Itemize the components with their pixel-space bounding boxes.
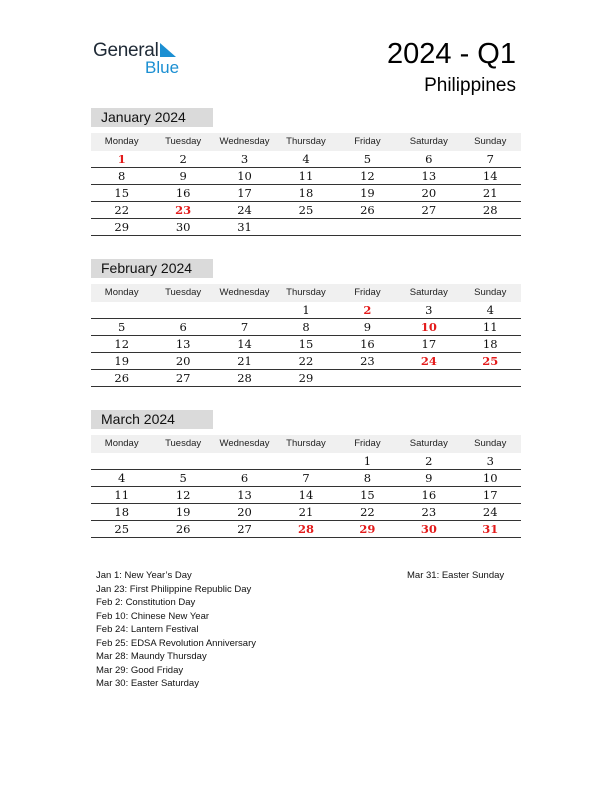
weekday-header-row <box>91 284 521 302</box>
day-cell: 25 <box>482 354 499 368</box>
day-cell <box>398 370 459 386</box>
week-row <box>91 202 521 219</box>
weekday-label: Monday <box>104 287 139 298</box>
day-cell: 6 <box>425 152 433 166</box>
month-label: January 2024 <box>91 108 213 127</box>
day-cell: 22 <box>114 203 130 217</box>
day-cell: 29 <box>114 220 130 234</box>
holiday-note: Jan 1: New Year’s Day <box>96 570 192 581</box>
day-cell: 25 <box>298 203 314 217</box>
day-cell: 16 <box>421 488 437 502</box>
day-cell: 5 <box>363 152 372 166</box>
day-cell: 2 <box>425 454 433 468</box>
day-cell: 17 <box>421 337 437 351</box>
day-cell: 5 <box>179 471 187 485</box>
logo-triangle-icon <box>160 43 176 57</box>
day-cell <box>214 453 275 469</box>
day-cell: 29 <box>298 371 314 385</box>
day-cell: 10 <box>420 320 437 334</box>
day-cell <box>460 219 521 235</box>
month-label: March 2024 <box>91 410 213 429</box>
week-row <box>91 151 521 168</box>
weekday-label: Thursday <box>286 136 326 147</box>
day-cell <box>460 370 521 386</box>
day-cell: 7 <box>302 471 310 485</box>
logo-general-text: General <box>93 40 159 61</box>
day-cell <box>275 219 336 235</box>
day-cell: 21 <box>298 505 314 519</box>
day-cell: 7 <box>240 320 249 334</box>
month-label: February 2024 <box>91 259 213 278</box>
day-cell: 14 <box>298 488 314 502</box>
day-cell: 12 <box>360 169 375 183</box>
day-cell: 21 <box>237 354 252 368</box>
day-cell: 15 <box>298 337 314 351</box>
week-row <box>91 370 521 387</box>
day-cell <box>337 219 398 235</box>
day-cell: 7 <box>486 152 494 166</box>
day-cell: 3 <box>425 303 433 317</box>
day-cell: 8 <box>118 169 126 183</box>
holiday-note: Feb 2: Constitution Day <box>96 597 196 608</box>
logo-blue-text: Blue <box>145 58 180 77</box>
day-cell: 4 <box>302 152 310 166</box>
day-cell: 31 <box>237 220 252 234</box>
weekday-label: Wednesday <box>219 438 270 449</box>
week-row <box>91 504 521 521</box>
day-cell: 18 <box>298 186 314 200</box>
day-cell: 20 <box>237 505 252 519</box>
holiday-note: Mar 28: Maundy Thursday <box>96 651 207 662</box>
day-cell: 1 <box>302 303 310 317</box>
weekday-label: Friday <box>354 438 381 449</box>
day-cell: 17 <box>482 488 498 502</box>
weekday-label: Thursday <box>286 287 326 298</box>
weekday-label: Monday <box>104 438 139 449</box>
day-cell: 25 <box>114 522 130 536</box>
month-march <box>91 410 521 538</box>
day-cell: 8 <box>302 320 310 334</box>
day-cell <box>214 302 275 318</box>
day-cell: 8 <box>363 471 372 485</box>
week-row <box>91 302 521 319</box>
holiday-note: Jan 23: First Philippine Republic Day <box>96 583 252 595</box>
day-cell: 3 <box>240 152 249 166</box>
logo <box>93 40 193 80</box>
day-cell: 26 <box>360 203 375 217</box>
day-cell: 27 <box>237 522 252 536</box>
day-cell: 11 <box>114 488 130 502</box>
holiday-note: Mar 30: Easter Saturday <box>96 678 199 689</box>
weekday-label: Sunday <box>474 287 507 298</box>
holiday-note: Feb 24: Lantern Festival <box>96 624 199 635</box>
month-january <box>91 108 521 236</box>
day-cell: 18 <box>114 505 130 519</box>
week-row <box>91 521 521 538</box>
day-cell: 10 <box>482 471 498 485</box>
week-row <box>91 319 521 336</box>
day-cell: 11 <box>298 169 314 183</box>
day-cell: 12 <box>175 488 191 502</box>
weekday-label: Tuesday <box>165 287 202 298</box>
day-cell: 20 <box>175 354 191 368</box>
week-row <box>91 185 521 202</box>
day-cell: 13 <box>421 169 437 183</box>
week-row <box>91 453 521 470</box>
day-cell: 21 <box>482 186 498 200</box>
weekday-label: Friday <box>354 136 381 147</box>
day-cell: 27 <box>175 371 191 385</box>
weekday-label: Wednesday <box>219 136 270 147</box>
day-cell: 15 <box>360 488 375 502</box>
day-cell: 26 <box>175 522 191 536</box>
week-row <box>91 168 521 185</box>
day-cell <box>398 219 459 235</box>
weekday-label: Monday <box>104 136 139 147</box>
day-cell: 30 <box>175 220 191 234</box>
day-cell: 16 <box>360 337 375 351</box>
day-cell: 24 <box>237 203 252 217</box>
day-cell: 3 <box>486 454 494 468</box>
day-cell: 19 <box>360 186 375 200</box>
weekday-header-row <box>91 133 521 151</box>
day-cell: 4 <box>486 303 494 317</box>
page-title: 2024 - Q1 <box>387 38 516 70</box>
day-cell: 22 <box>360 505 375 519</box>
day-cell <box>275 453 336 469</box>
day-cell: 27 <box>421 203 437 217</box>
weekday-label: Friday <box>354 287 381 298</box>
day-cell: 9 <box>425 471 433 485</box>
day-cell: 19 <box>114 354 130 368</box>
holiday-note: Mar 29: Good Friday <box>96 664 184 676</box>
week-row <box>91 487 521 504</box>
weekday-label: Saturday <box>409 438 448 449</box>
day-cell <box>337 370 398 386</box>
day-cell: 6 <box>179 320 187 334</box>
day-cell: 12 <box>114 337 130 351</box>
day-cell: 1 <box>117 152 126 166</box>
weekday-header-row <box>91 435 521 453</box>
day-cell: 29 <box>359 522 376 536</box>
day-cell: 19 <box>175 505 191 519</box>
day-cell: 30 <box>420 522 437 536</box>
day-cell: 2 <box>179 152 187 166</box>
day-cell: 11 <box>482 320 498 334</box>
day-cell <box>152 453 213 469</box>
month-february <box>91 259 521 387</box>
holiday-note: Mar 31: Easter Sunday <box>407 570 505 581</box>
day-cell: 23 <box>360 354 375 368</box>
weekday-label: Tuesday <box>165 136 202 147</box>
week-row <box>91 470 521 487</box>
day-cell: 5 <box>118 320 126 334</box>
holiday-note: Feb 25: EDSA Revolution Anniversary <box>96 637 257 649</box>
day-cell: 2 <box>363 303 372 317</box>
week-row <box>91 336 521 353</box>
day-cell: 10 <box>237 169 252 183</box>
country-name: Philippines <box>424 75 516 96</box>
day-cell: 15 <box>114 186 130 200</box>
holiday-note: Feb 10: Chinese New Year <box>96 610 210 622</box>
day-cell: 28 <box>482 203 498 217</box>
day-cell: 16 <box>175 186 191 200</box>
day-cell: 18 <box>482 337 498 351</box>
day-cell: 23 <box>421 505 437 519</box>
day-cell: 13 <box>175 337 191 351</box>
day-cell: 9 <box>179 169 187 183</box>
day-cell: 9 <box>363 320 372 334</box>
day-cell: 1 <box>363 454 372 468</box>
day-cell: 28 <box>297 522 314 536</box>
week-row <box>91 353 521 370</box>
day-cell: 24 <box>420 354 437 368</box>
day-cell: 31 <box>482 522 499 536</box>
day-cell: 6 <box>240 471 249 485</box>
weekday-label: Thursday <box>286 438 326 449</box>
day-cell: 23 <box>175 203 192 217</box>
day-cell <box>91 453 152 469</box>
weekday-label: Saturday <box>409 136 448 147</box>
holiday-notes-right <box>407 569 504 583</box>
day-cell: 13 <box>237 488 252 502</box>
weekday-label: Sunday <box>474 438 507 449</box>
weekday-label: Tuesday <box>165 438 202 449</box>
weekday-label: Sunday <box>474 136 507 147</box>
weekday-label: Wednesday <box>219 287 270 298</box>
day-cell <box>91 302 152 318</box>
week-row <box>91 219 521 236</box>
day-cell: 28 <box>237 371 252 385</box>
day-cell: 4 <box>118 471 126 485</box>
weekday-label: Saturday <box>409 287 448 298</box>
day-cell: 14 <box>482 169 498 183</box>
day-cell: 20 <box>421 186 437 200</box>
day-cell: 17 <box>237 186 252 200</box>
day-cell: 14 <box>237 337 252 351</box>
day-cell <box>152 302 213 318</box>
day-cell: 22 <box>298 354 314 368</box>
day-cell: 26 <box>114 371 130 385</box>
day-cell: 24 <box>482 505 498 519</box>
holiday-notes-left <box>96 569 256 691</box>
